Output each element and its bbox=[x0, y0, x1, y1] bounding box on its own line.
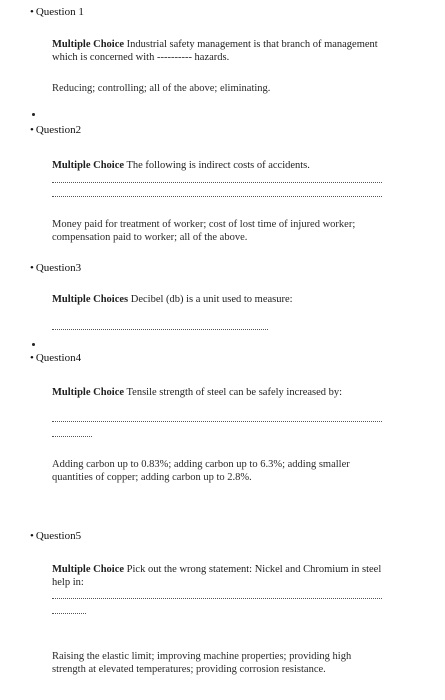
answer-blank-line bbox=[52, 421, 382, 426]
question-type-label: Multiple Choice bbox=[52, 387, 125, 398]
question-type-label: Multiple Choice bbox=[52, 564, 125, 575]
bullet-icon: • bbox=[30, 530, 34, 542]
question-3-header: • Question3 bbox=[30, 262, 82, 274]
question-type-label: Multiple Choices bbox=[52, 294, 129, 305]
question-text: Industrial safety management is that branch of management which is concerned with ---------- hazards. bbox=[52, 39, 378, 63]
question-2-options: Money paid for treatment of worker; cost of lost time of injured worker; compensation paid to worker; all of the above. bbox=[52, 219, 356, 243]
question-5-prompt bbox=[52, 563, 390, 589]
question-1-prompt bbox=[52, 38, 390, 64]
question-text: The following is indirect costs of accidents. bbox=[126, 160, 310, 171]
question-4-prompt bbox=[52, 386, 390, 399]
question-text: Tensile strength of steel can be safely increased by: bbox=[126, 387, 343, 398]
question-1-options: Reducing; controlling; all of the above; eliminating. bbox=[52, 83, 271, 94]
bullet-icon: • bbox=[30, 262, 34, 274]
answer-blank-line bbox=[52, 436, 92, 441]
question-4-header: • Question4 bbox=[30, 352, 82, 364]
question-2-header: • Question2 bbox=[30, 124, 82, 136]
question-3-prompt bbox=[52, 293, 390, 306]
question-5-options: Raising the elastic limit; improving machine properties; providing high strength at elevated temperatures; providing corrosion resistance. bbox=[52, 651, 352, 675]
answer-blank-line bbox=[52, 329, 268, 334]
question-1-header: • Question 1 bbox=[30, 6, 84, 18]
bullet-dot bbox=[32, 343, 35, 346]
bullet-icon: • bbox=[30, 124, 34, 136]
bullet-icon: • bbox=[30, 6, 34, 18]
question-text: Pick out the wrong statement: Nickel and Chromium in steel help in: bbox=[52, 564, 382, 588]
question-4-options: Adding carbon up to 0.83%; adding carbon up to 6.3%; adding smaller quantities of copper; adding carbon up to 2.8%. bbox=[52, 459, 350, 483]
bullet-dot bbox=[32, 113, 35, 116]
question-text: Decibel (db) is a unit used to measure: bbox=[130, 294, 293, 305]
answer-blank-line bbox=[52, 182, 382, 187]
answer-blank-line bbox=[52, 613, 86, 618]
question-5-header: • Question5 bbox=[30, 530, 82, 542]
question-2-prompt bbox=[52, 159, 390, 172]
question-type-label: Multiple Choice bbox=[52, 39, 125, 50]
answer-blank-line bbox=[52, 196, 382, 201]
question-type-label: Multiple Choice bbox=[52, 160, 125, 171]
bullet-icon: • bbox=[30, 352, 34, 364]
answer-blank-line bbox=[52, 598, 382, 603]
